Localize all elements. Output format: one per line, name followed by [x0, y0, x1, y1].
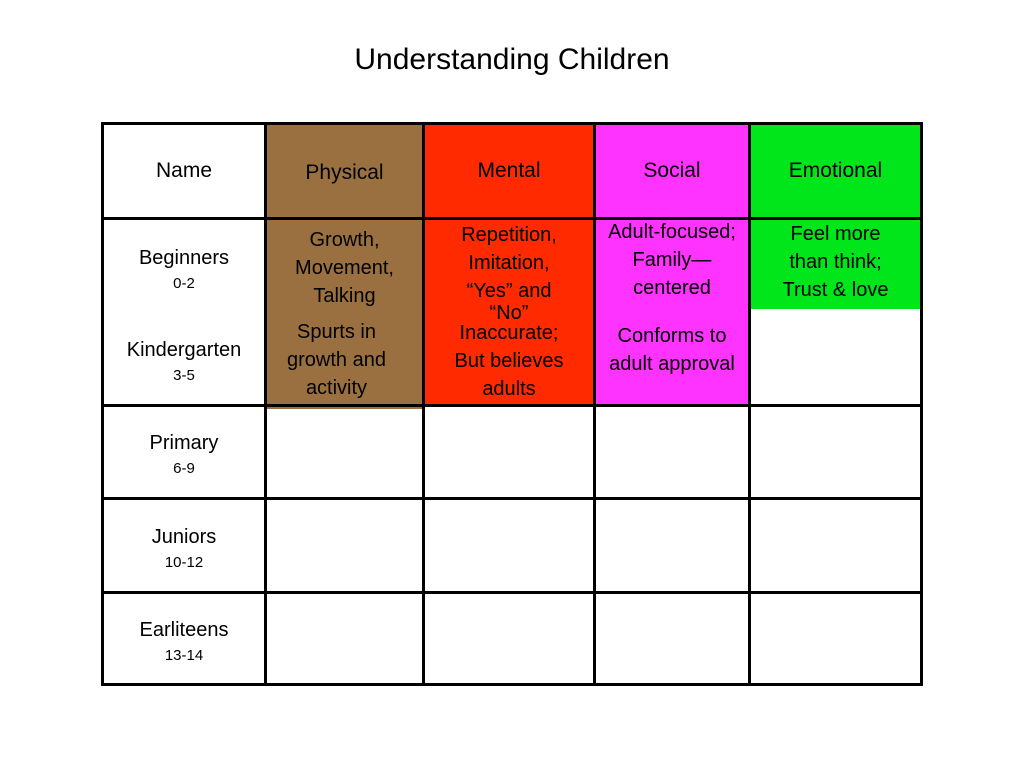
physical-kindergarten: [259, 314, 414, 406]
text-line: adults: [482, 378, 536, 400]
row-age: 10-12: [164, 553, 204, 571]
row-age: 6-9: [173, 460, 195, 477]
text-line: Spurts in: [297, 321, 376, 343]
text-line: “Yes” and: [466, 280, 552, 302]
text-line: Conforms to: [617, 325, 727, 347]
text-line: centered: [633, 277, 711, 299]
row-label: Juniors: [151, 525, 217, 548]
row-label: Beginners: [138, 247, 230, 269]
row-age: 0-2: [173, 275, 195, 292]
text-line: Trust & love: [782, 279, 889, 301]
text-line: growth and: [287, 349, 386, 371]
text-line: Adult-focused;: [608, 221, 736, 243]
row-name-kindergarten: [104, 312, 264, 404]
mental-text: [425, 222, 593, 402]
text-line: But believes: [454, 350, 564, 372]
text-line: Inaccurate;: [459, 322, 559, 344]
emotional-beginners: [751, 220, 920, 304]
physical-beginners: [267, 222, 422, 314]
row-name-beginners: [104, 220, 264, 312]
text-line: Repetition,: [461, 224, 557, 246]
text-line: Imitation,: [468, 252, 550, 274]
text-line: than think;: [789, 251, 882, 273]
row-age: 13-14: [164, 646, 204, 664]
row-label: Earliteens: [139, 618, 229, 641]
children-table: [101, 122, 923, 686]
row-label: Kindergarten: [126, 339, 242, 361]
slide-title: Understanding Children: [354, 43, 670, 76]
row-label: Primary: [149, 432, 219, 454]
row-name-primary: [104, 407, 264, 497]
header-name: Name: [155, 159, 213, 182]
header-physical: Physical: [305, 161, 384, 184]
header-mental: Mental: [477, 159, 541, 182]
row-name-earliteens: [104, 594, 264, 683]
text-line: adult approval: [609, 353, 735, 375]
text-line: activity: [305, 377, 368, 399]
header-emotional: Emotional: [788, 159, 883, 182]
row-age: 3-5: [173, 367, 195, 384]
text-line: Family—: [632, 249, 712, 271]
text-line: “No”: [489, 302, 529, 324]
text-line: Growth,: [309, 229, 380, 251]
social-kindergarten: [596, 319, 748, 381]
text-line: Movement,: [295, 257, 394, 279]
text-line: Feel more: [790, 223, 881, 245]
text-line: Talking: [313, 285, 376, 307]
social-beginners: [596, 220, 748, 300]
header-social: Social: [643, 159, 701, 182]
row-name-juniors: [104, 500, 264, 591]
